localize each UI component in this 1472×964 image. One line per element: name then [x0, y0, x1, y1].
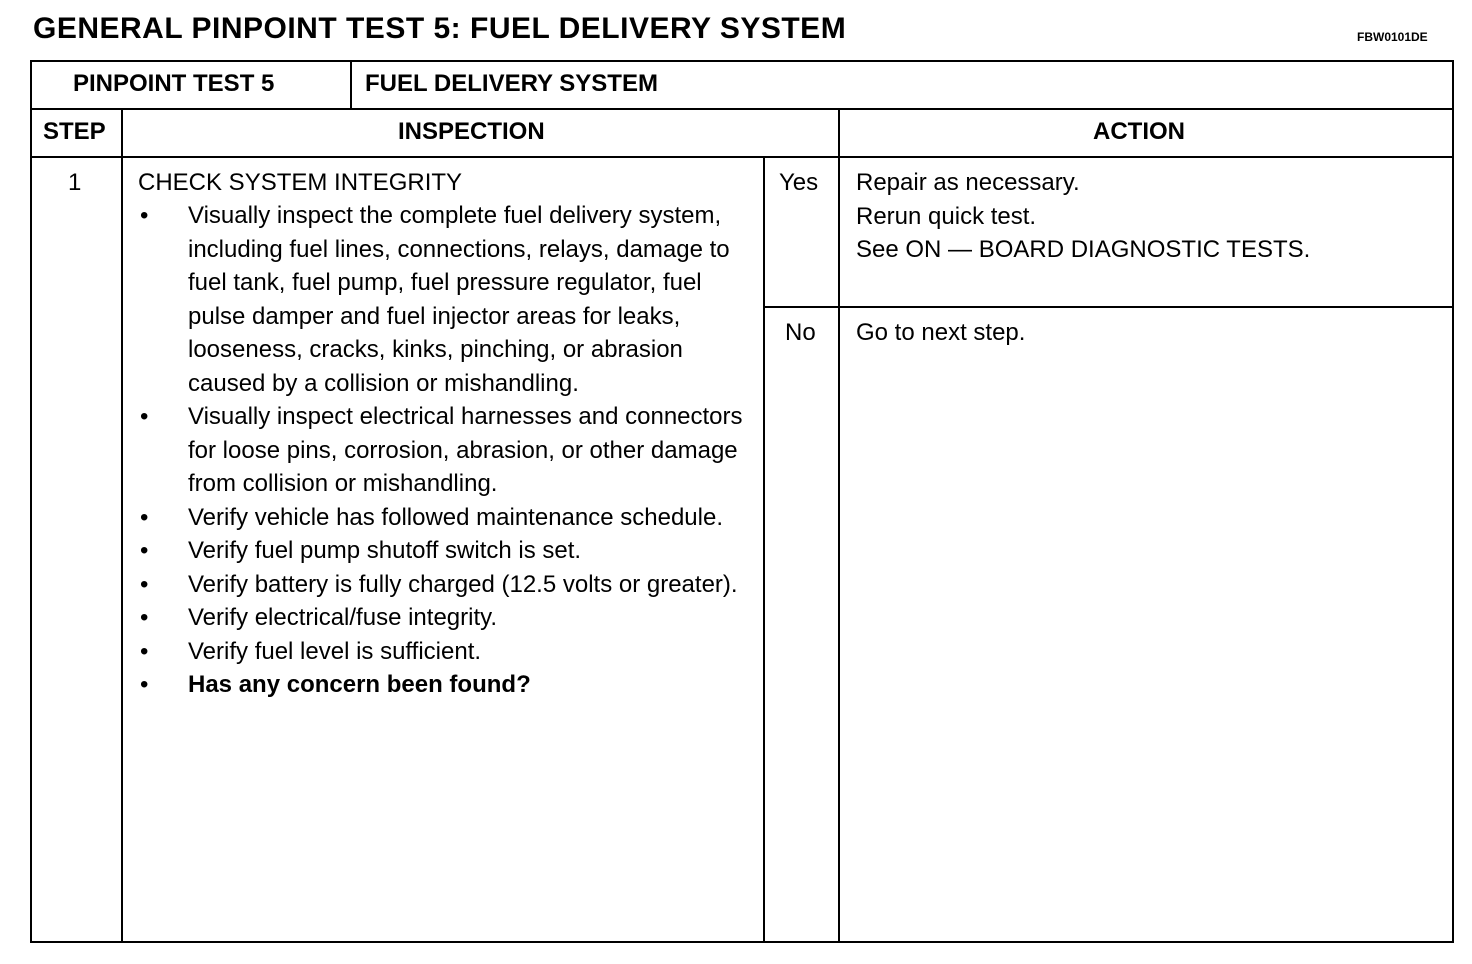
result-column-divider: [763, 156, 765, 943]
no-actions: [856, 316, 1025, 350]
bullet-icon: •: [140, 537, 149, 564]
test-label-divider: [350, 60, 352, 109]
action-column-divider: [838, 108, 840, 943]
test-name: FUEL DELIVERY SYSTEM: [365, 70, 658, 97]
step-number: 1: [68, 169, 82, 196]
bullet-text: Verify vehicle has followed maintenance schedule.: [188, 503, 723, 531]
inspection-bullet: [138, 534, 748, 568]
inspection-bullet: [138, 400, 748, 501]
bullet-icon: •: [140, 637, 149, 665]
bullet-text: Visually inspect the complete fuel delivery system, including fuel lines, connections, relays, damage to fuel tank, fuel pump, fuel pressure regulator, fuel pulse damper and fuel injector areas for leaks, looseness, cracks, kinks, pinching, or abrasion caused by a collision or mishandling.: [188, 202, 730, 397]
header-row-divider: [30, 156, 1454, 158]
page-title: GENERAL PINPOINT TEST 5: FUEL DELIVERY SYSTEM: [33, 12, 847, 45]
inspection-bullet: [138, 199, 748, 400]
bullet-icon: •: [140, 503, 149, 531]
yes-action-line: Rerun quick test.: [856, 202, 1037, 230]
yes-actions: [856, 166, 1310, 267]
inspection-bullet: [138, 568, 748, 602]
bullet-icon: •: [140, 604, 149, 631]
step-column-divider: [121, 108, 123, 943]
step-heading: CHECK SYSTEM INTEGRITY: [138, 169, 463, 196]
question-text: Has any concern been found?: [188, 671, 531, 698]
bullet-icon: •: [140, 403, 149, 430]
inspection-bullet: [138, 501, 748, 535]
action-header: ACTION: [1093, 118, 1185, 145]
inspection-bullet: [138, 601, 748, 635]
bullet-icon: •: [140, 671, 149, 698]
inspection-question: [138, 668, 748, 702]
yes-action-line: Repair as necessary.: [856, 169, 1080, 196]
no-action-line: Go to next step.: [856, 319, 1026, 346]
yes-label: Yes: [779, 169, 819, 196]
inspection-bullet-list: [138, 199, 748, 702]
bullet-text: Verify battery is fully charged (12.5 volts or greater).: [188, 570, 738, 598]
bullet-icon: •: [140, 570, 149, 598]
document-code: FBW0101DE: [1357, 30, 1428, 44]
bullet-icon: •: [140, 202, 149, 229]
yes-action-line: See ON — BOARD DIAGNOSTIC TESTS.: [856, 236, 1311, 263]
no-label: No: [785, 319, 816, 346]
test-label: PINPOINT TEST 5: [73, 70, 275, 97]
bullet-text: Verify electrical/fuse integrity.: [188, 604, 498, 631]
yes-no-divider: [763, 306, 1454, 308]
bullet-text: Verify fuel level is sufficient.: [188, 637, 482, 665]
inspection-header: INSPECTION: [398, 118, 545, 145]
title-row-divider: [30, 108, 1454, 110]
bullet-text: Verify fuel pump shutoff switch is set.: [188, 537, 582, 564]
bullet-text: Visually inspect electrical harnesses and connectors for loose pins, corrosion, abrasion, or other damage from collision or mishandling.: [188, 403, 743, 497]
inspection-bullet: [138, 635, 748, 669]
step-header: STEP: [43, 118, 106, 145]
